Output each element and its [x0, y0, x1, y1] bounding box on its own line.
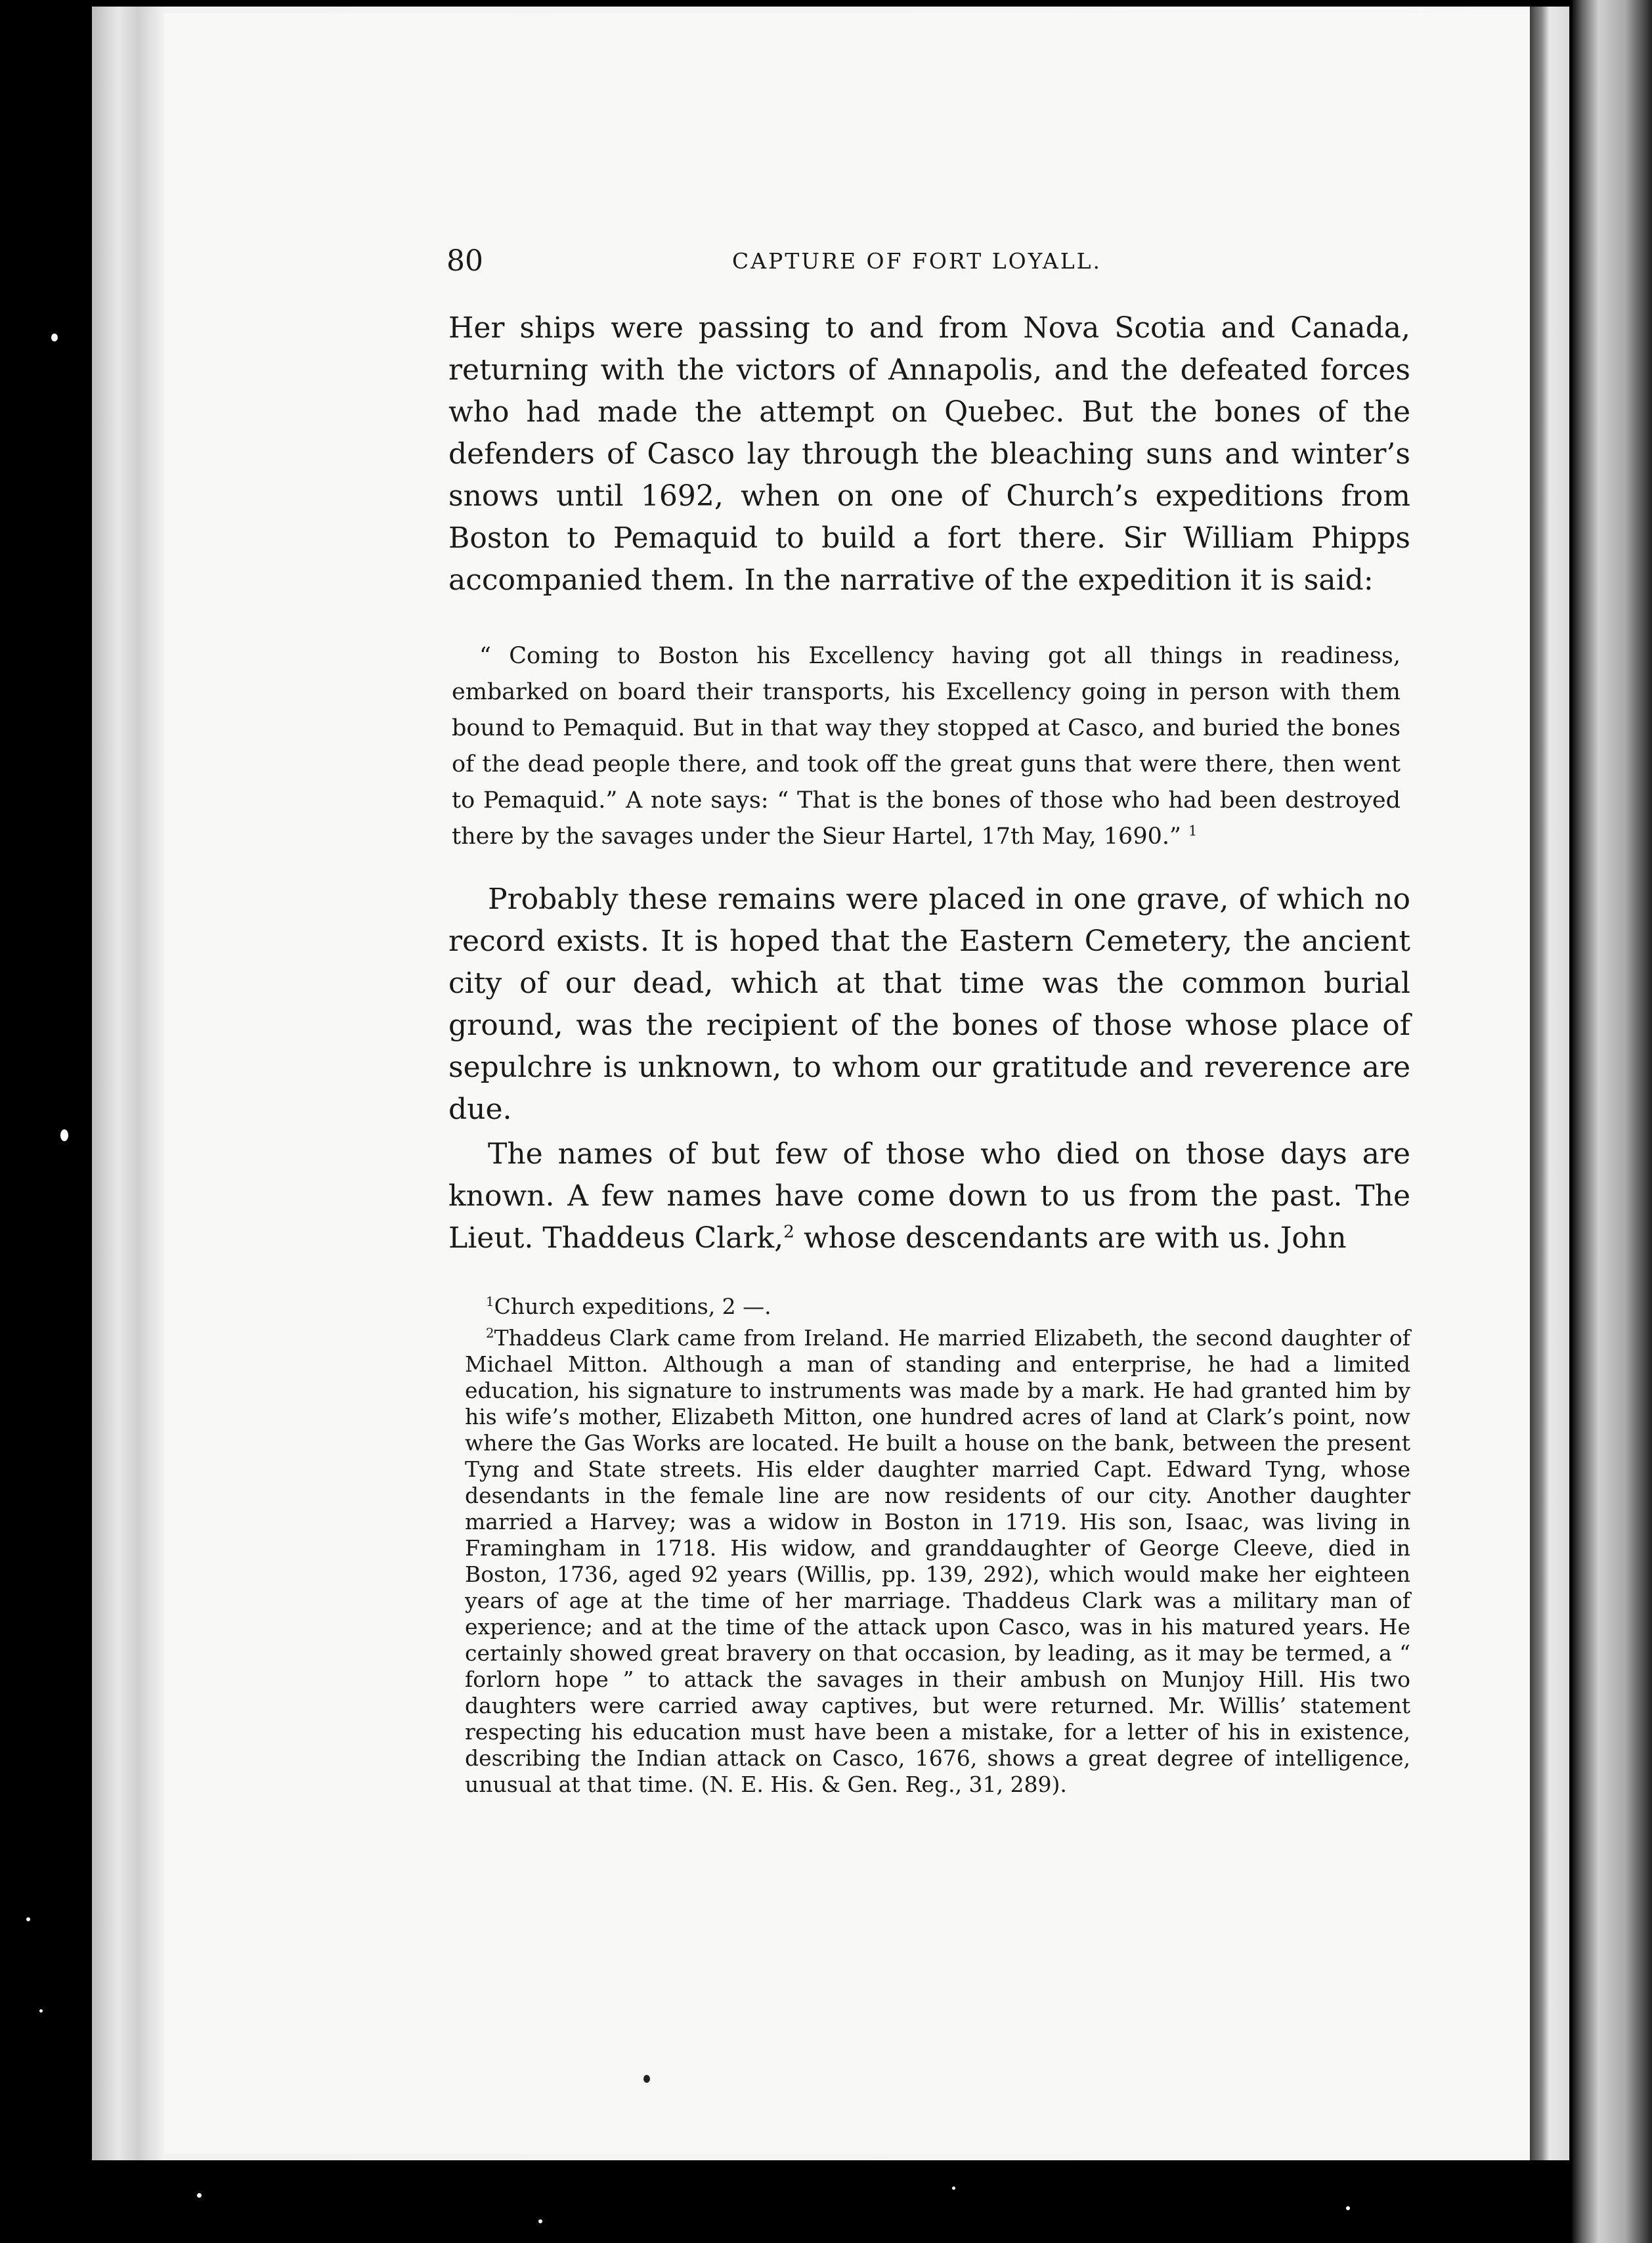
footnote-1 [465, 1294, 1410, 1320]
body-paragraph-3 [448, 1133, 1410, 1259]
footnotes [465, 1294, 1410, 1803]
dust-speck [538, 2219, 542, 2223]
body-paragraph-2: Probably these remains were placed in one grave, of which no record exists. It is hoped that the Eastern Cemetery, the ancient city of our dead, which at that time was the common burial ground, was the recipient of the bones of those whose place of sepulchre is unknown, to whom our gratitude and reverence are due. [448, 882, 1410, 1126]
dust-speck [26, 1917, 30, 1921]
footnote-text: Church expeditions, 2 —. [494, 1294, 772, 1319]
book-gutter-edge [1530, 7, 1569, 2160]
footnote-reference: 2 [783, 1221, 794, 1242]
body-paragraph-1: Her ships were passing to and from Nova Scotia and Canada, returning with the victors of Annapolis, and the defeated forces who had made the attempt on Quebec. But the bones of the defenders of Casco lay through the bleaching suns and winter’s snows until 1692, when on one of Church’s expeditions from Boston to Pemaquid to build a fort there. Sir William Phipps accompanied them. In the narrative of the expedition it is said: [448, 311, 1410, 597]
dust-speck [197, 2193, 202, 2198]
dust-speck [39, 2009, 43, 2013]
footnote-2 [465, 1325, 1410, 1798]
footnote-marker: 1 [486, 1294, 494, 1309]
page-number: 80 [446, 244, 483, 278]
dust-speck [1346, 2206, 1350, 2210]
running-head [446, 244, 1412, 277]
body-paragraph-3-text: The names of but few of those who died on those days are known. A few names have come down to us from the past. The Lieut. Thaddeus Clark, [448, 1137, 1410, 1255]
body-paragraph-3-text-end: whose descendants are with us. John [794, 1221, 1347, 1255]
footnote-text: Thaddeus Clark came from Ireland. He married Elizabeth, the second daughter of Michael Mitton. Although a man of standing and enterprise, he had a limited education, his signature to instruments was made by a mark. He had granted him by his wife’s mother, Elizabeth Mitton, one hundred acres of land at Clark’s point, now where the Gas Works are located. He built a house on the bank, between the present Tyng and State streets. His elder daughter married Capt. Edward Tyng, whose desendants in the female line are now residents of our city. Another daughter married a Harvey; was a widow in Boston in 1719. His son, Isaac, was living in Framingham in 1718. His widow, and granddaughter of George Cleeve, died in Boston, 1736, aged 92 years (Willis, pp. 139, 292), which would make her eighteen years of age at the time of her marriage. Thaddeus Clark was a military man of experience; and at the time of the attack upon Casco, was in his matured years. He certainly showed great bravery on that occasion, by leading, as it may be termed, a “ forlorn hope ” to attack the savages in their ambush on Munjoy Hill. His two daughters were carried away captives, but were returned. Mr. Willis’ statement respecting his education must have been a mistake, for a letter of his in existence, describing the Indian attack on Casco, 1676, shows a great degree of intelligence, unusual at that time. (N. E. His. & Gen. Reg., 31, 289). [465, 1325, 1410, 1797]
ink-spot [643, 2075, 650, 2083]
chapter-title: CAPTURE OF FORT LOYALL. [732, 248, 1102, 274]
block-quote-text: “ Coming to Boston his Excellency having got all things in readiness, embarked on board their transports, his Excellency going in person with them bound to Pemaquid. But in that way they stopped at Casco, and buried the bones of the dead people there, and took off the great guns that were there, then went to Pemaquid.” A note says: “ That is the bones of those who had been destroyed there by the savages under the Sieur Hartel, 17th May, 1690.” [452, 643, 1401, 850]
facing-page-edge [1573, 0, 1652, 2243]
dust-speck [60, 1129, 68, 1141]
dust-speck [952, 2187, 955, 2190]
footnote-reference: 1 [1188, 823, 1198, 839]
block-quote [452, 638, 1401, 855]
dust-speck [51, 334, 58, 341]
footnote-marker: 2 [486, 1326, 494, 1341]
